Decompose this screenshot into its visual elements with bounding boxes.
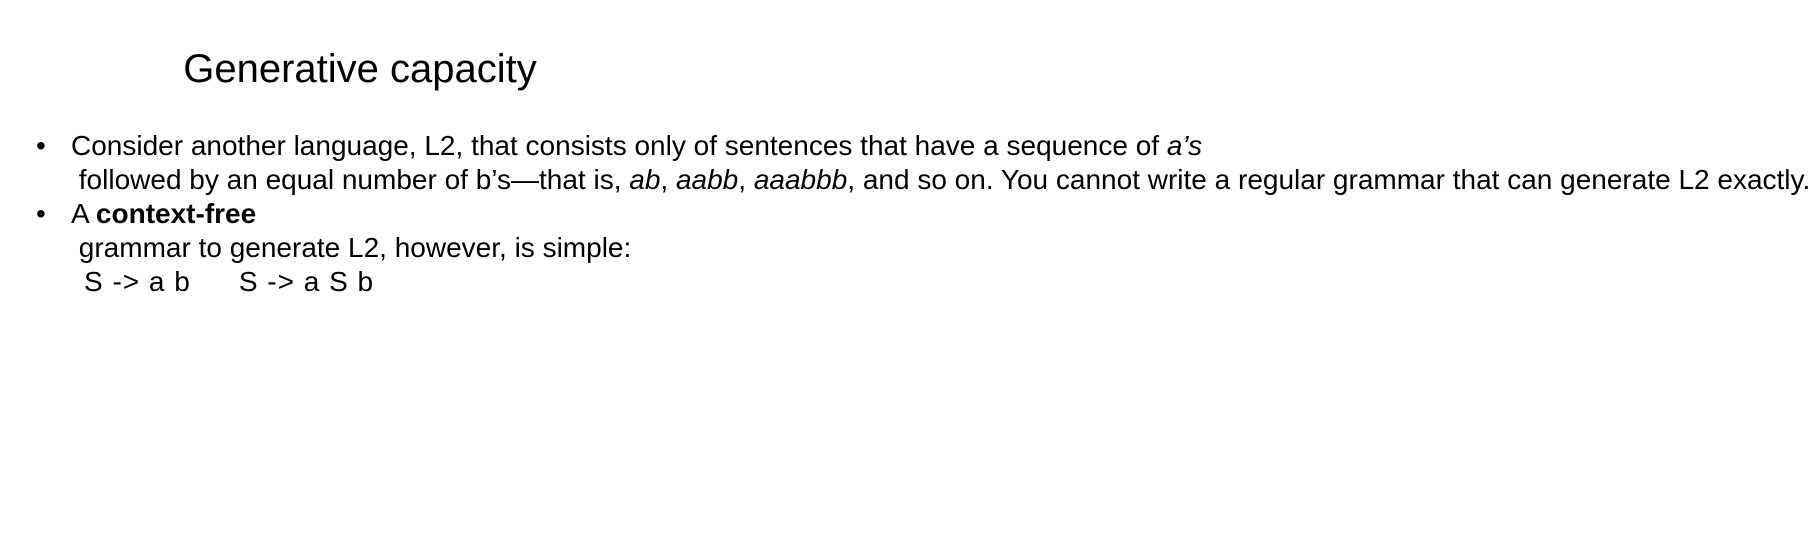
text-segment: followed by an equal number of b’s—that is, [71,164,630,195]
italic-term: aaabbb [753,164,848,195]
bullet-marker: • [36,198,46,229]
text-segment: A [71,198,96,229]
grammar-rules [36,265,696,299]
text-segment: , and so on. You cannot write a regular grammar that can generate L2 exactly. [847,164,1810,195]
slide-title: Generative capacity [183,47,537,91]
bullet-item [36,129,1810,197]
text-segment: Consider another language, L2, that consists only of sentences that have a sequence of [71,130,1167,161]
bullet-text [71,130,1810,195]
text-segment: , [660,164,676,195]
italic-term: ab [629,164,661,195]
text-segment: grammar to generate L2, however, is simple: [71,232,632,263]
text-segment: , [738,164,754,195]
bullet-text [71,198,631,263]
bullet-marker: • [36,130,46,161]
italic-term: aabb [675,164,739,195]
grammar-rule: S -> a S b [238,266,375,297]
slide-body [36,129,1810,299]
grammar-rule: S -> a b [84,266,191,297]
bold-term: context-free [95,198,257,229]
bullet-item [36,197,696,265]
italic-term: a’s [1166,130,1203,161]
